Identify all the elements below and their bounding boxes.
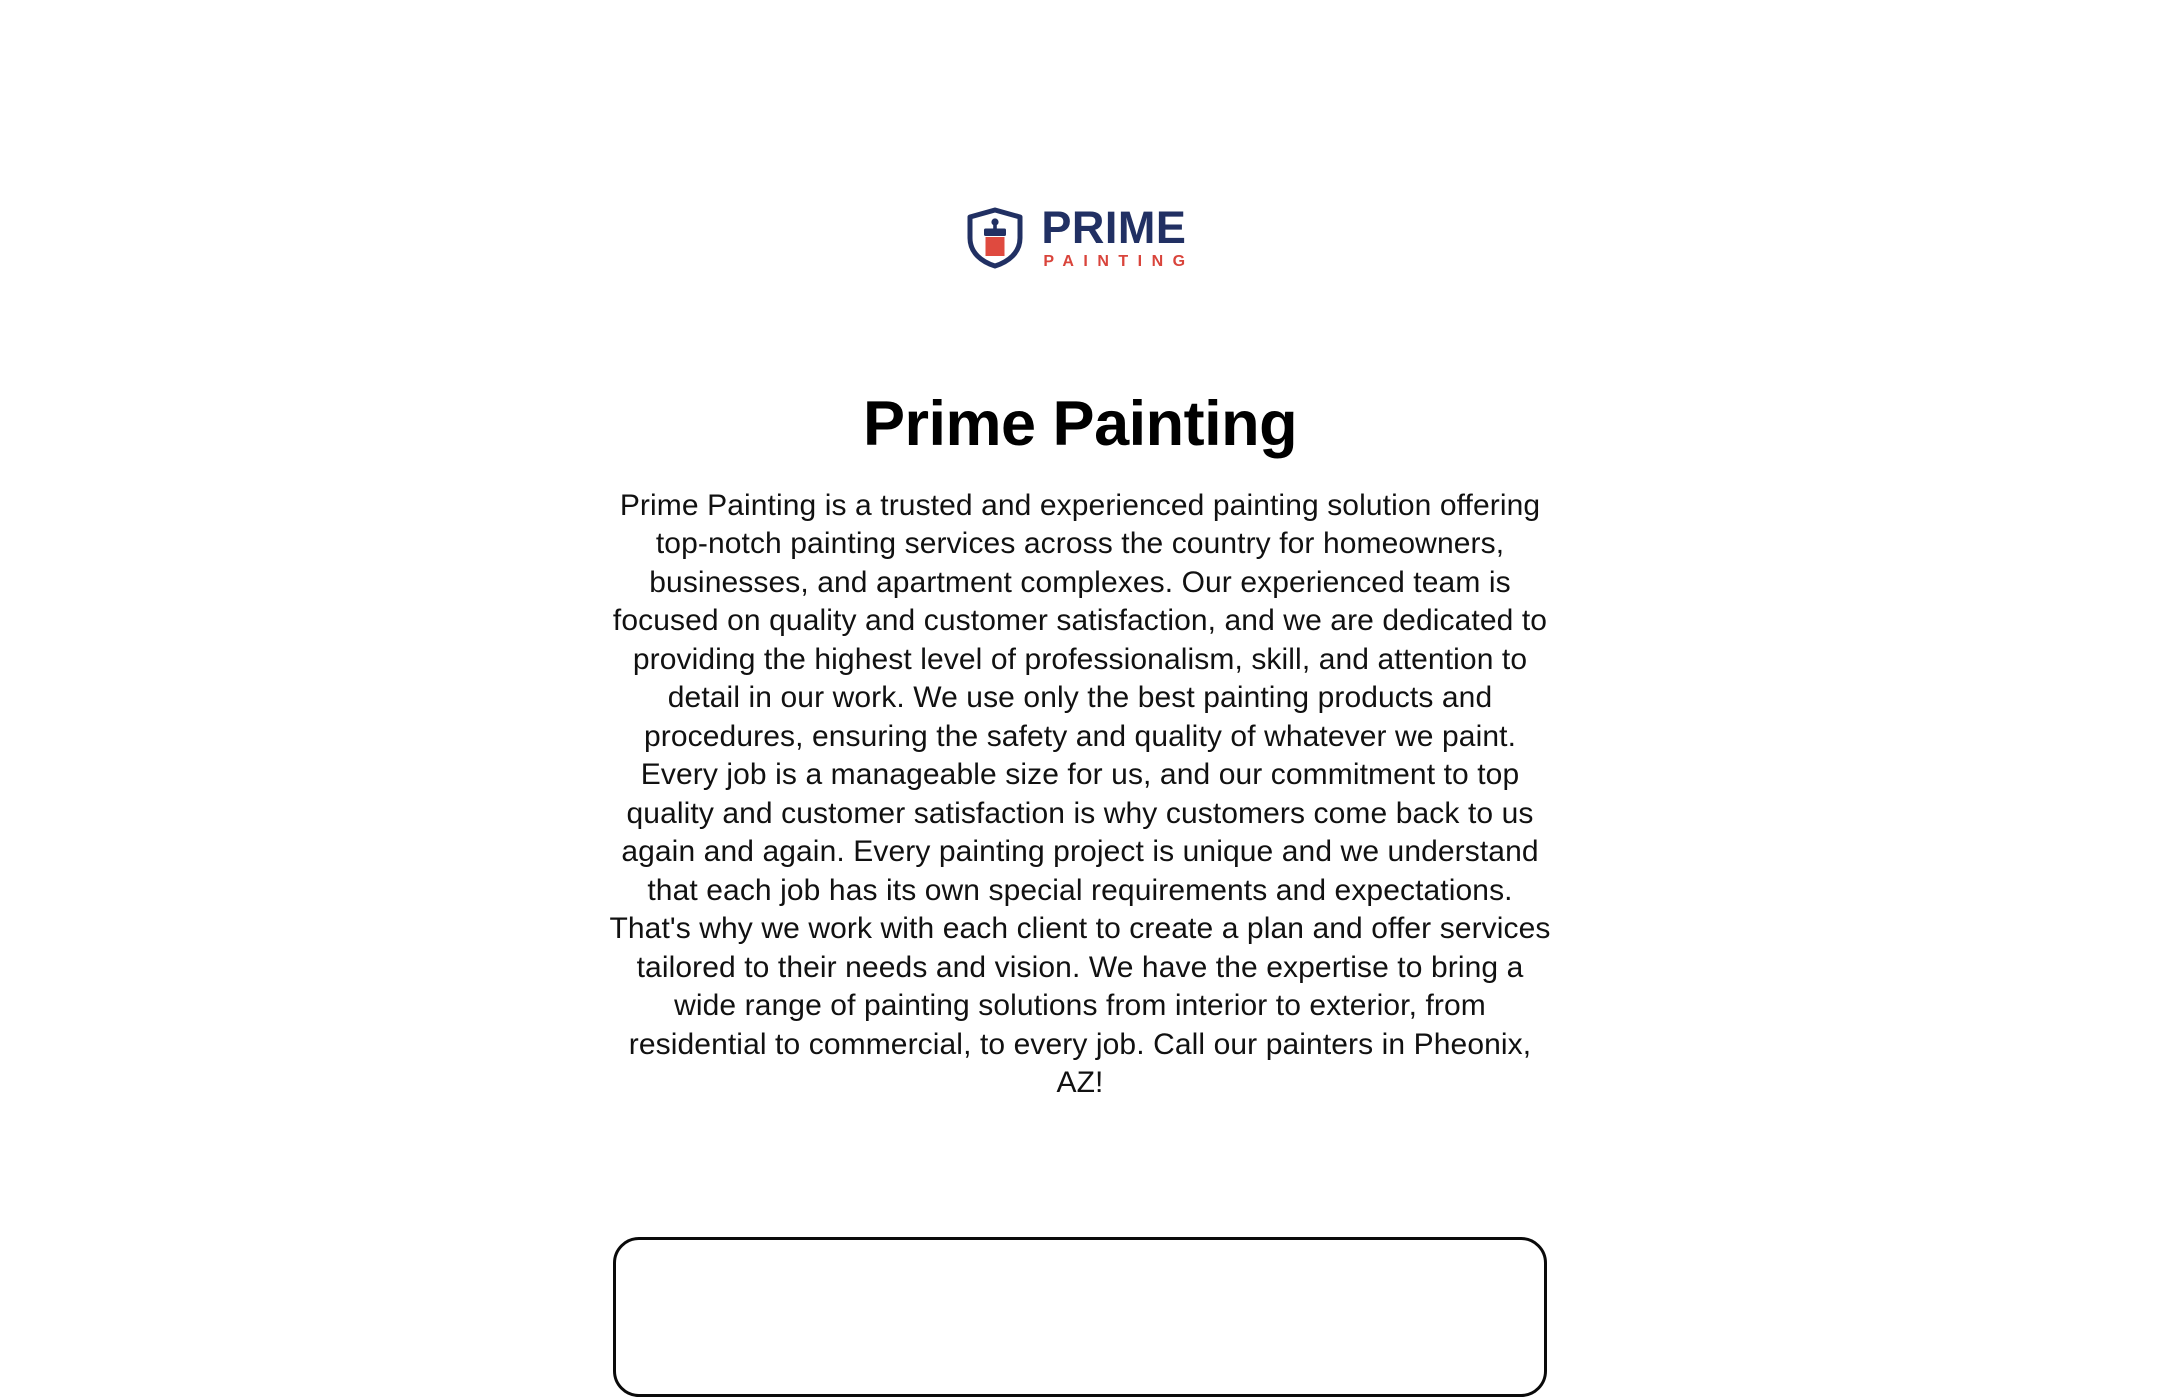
- shield-paintbrush-icon: [965, 207, 1025, 269]
- brand-name-primary: PRIME: [1041, 201, 1187, 253]
- brand-logo[interactable]: [965, 201, 1195, 271]
- brand-name-secondary: PAINTING: [1043, 253, 1195, 271]
- brand-wordmark: [1041, 201, 1195, 271]
- bottom-card-panel[interactable]: [613, 1237, 1547, 1397]
- company-description: Prime Painting is a trusted and experienced painting solution offering top-notch painting services across the country for homeowners, businesses, and apartment complexes. Our experienced team is focused on quality and customer satisfaction, and we are dedicated to providing the highest level of professionalism, skill, and attention to detail in our work. We use only the best painting products and procedures, ensuring the safety and quality of whatever we paint. Every job is a manageable size for us, and our commitment to top quality and customer satisfaction is why customers come back to us again and again. Every painting project is unique and we understand that each job has its own special requirements and expectations. That's why we work with each client to create a plan and offer services tailored to their needs and vision. We have the expertise to bring a wide range of painting solutions from interior to exterior, from residential to commercial, to every job. Call our painters in Pheonix, AZ!: [609, 488, 1551, 1100]
- page-title: Prime Painting: [862, 389, 1298, 459]
